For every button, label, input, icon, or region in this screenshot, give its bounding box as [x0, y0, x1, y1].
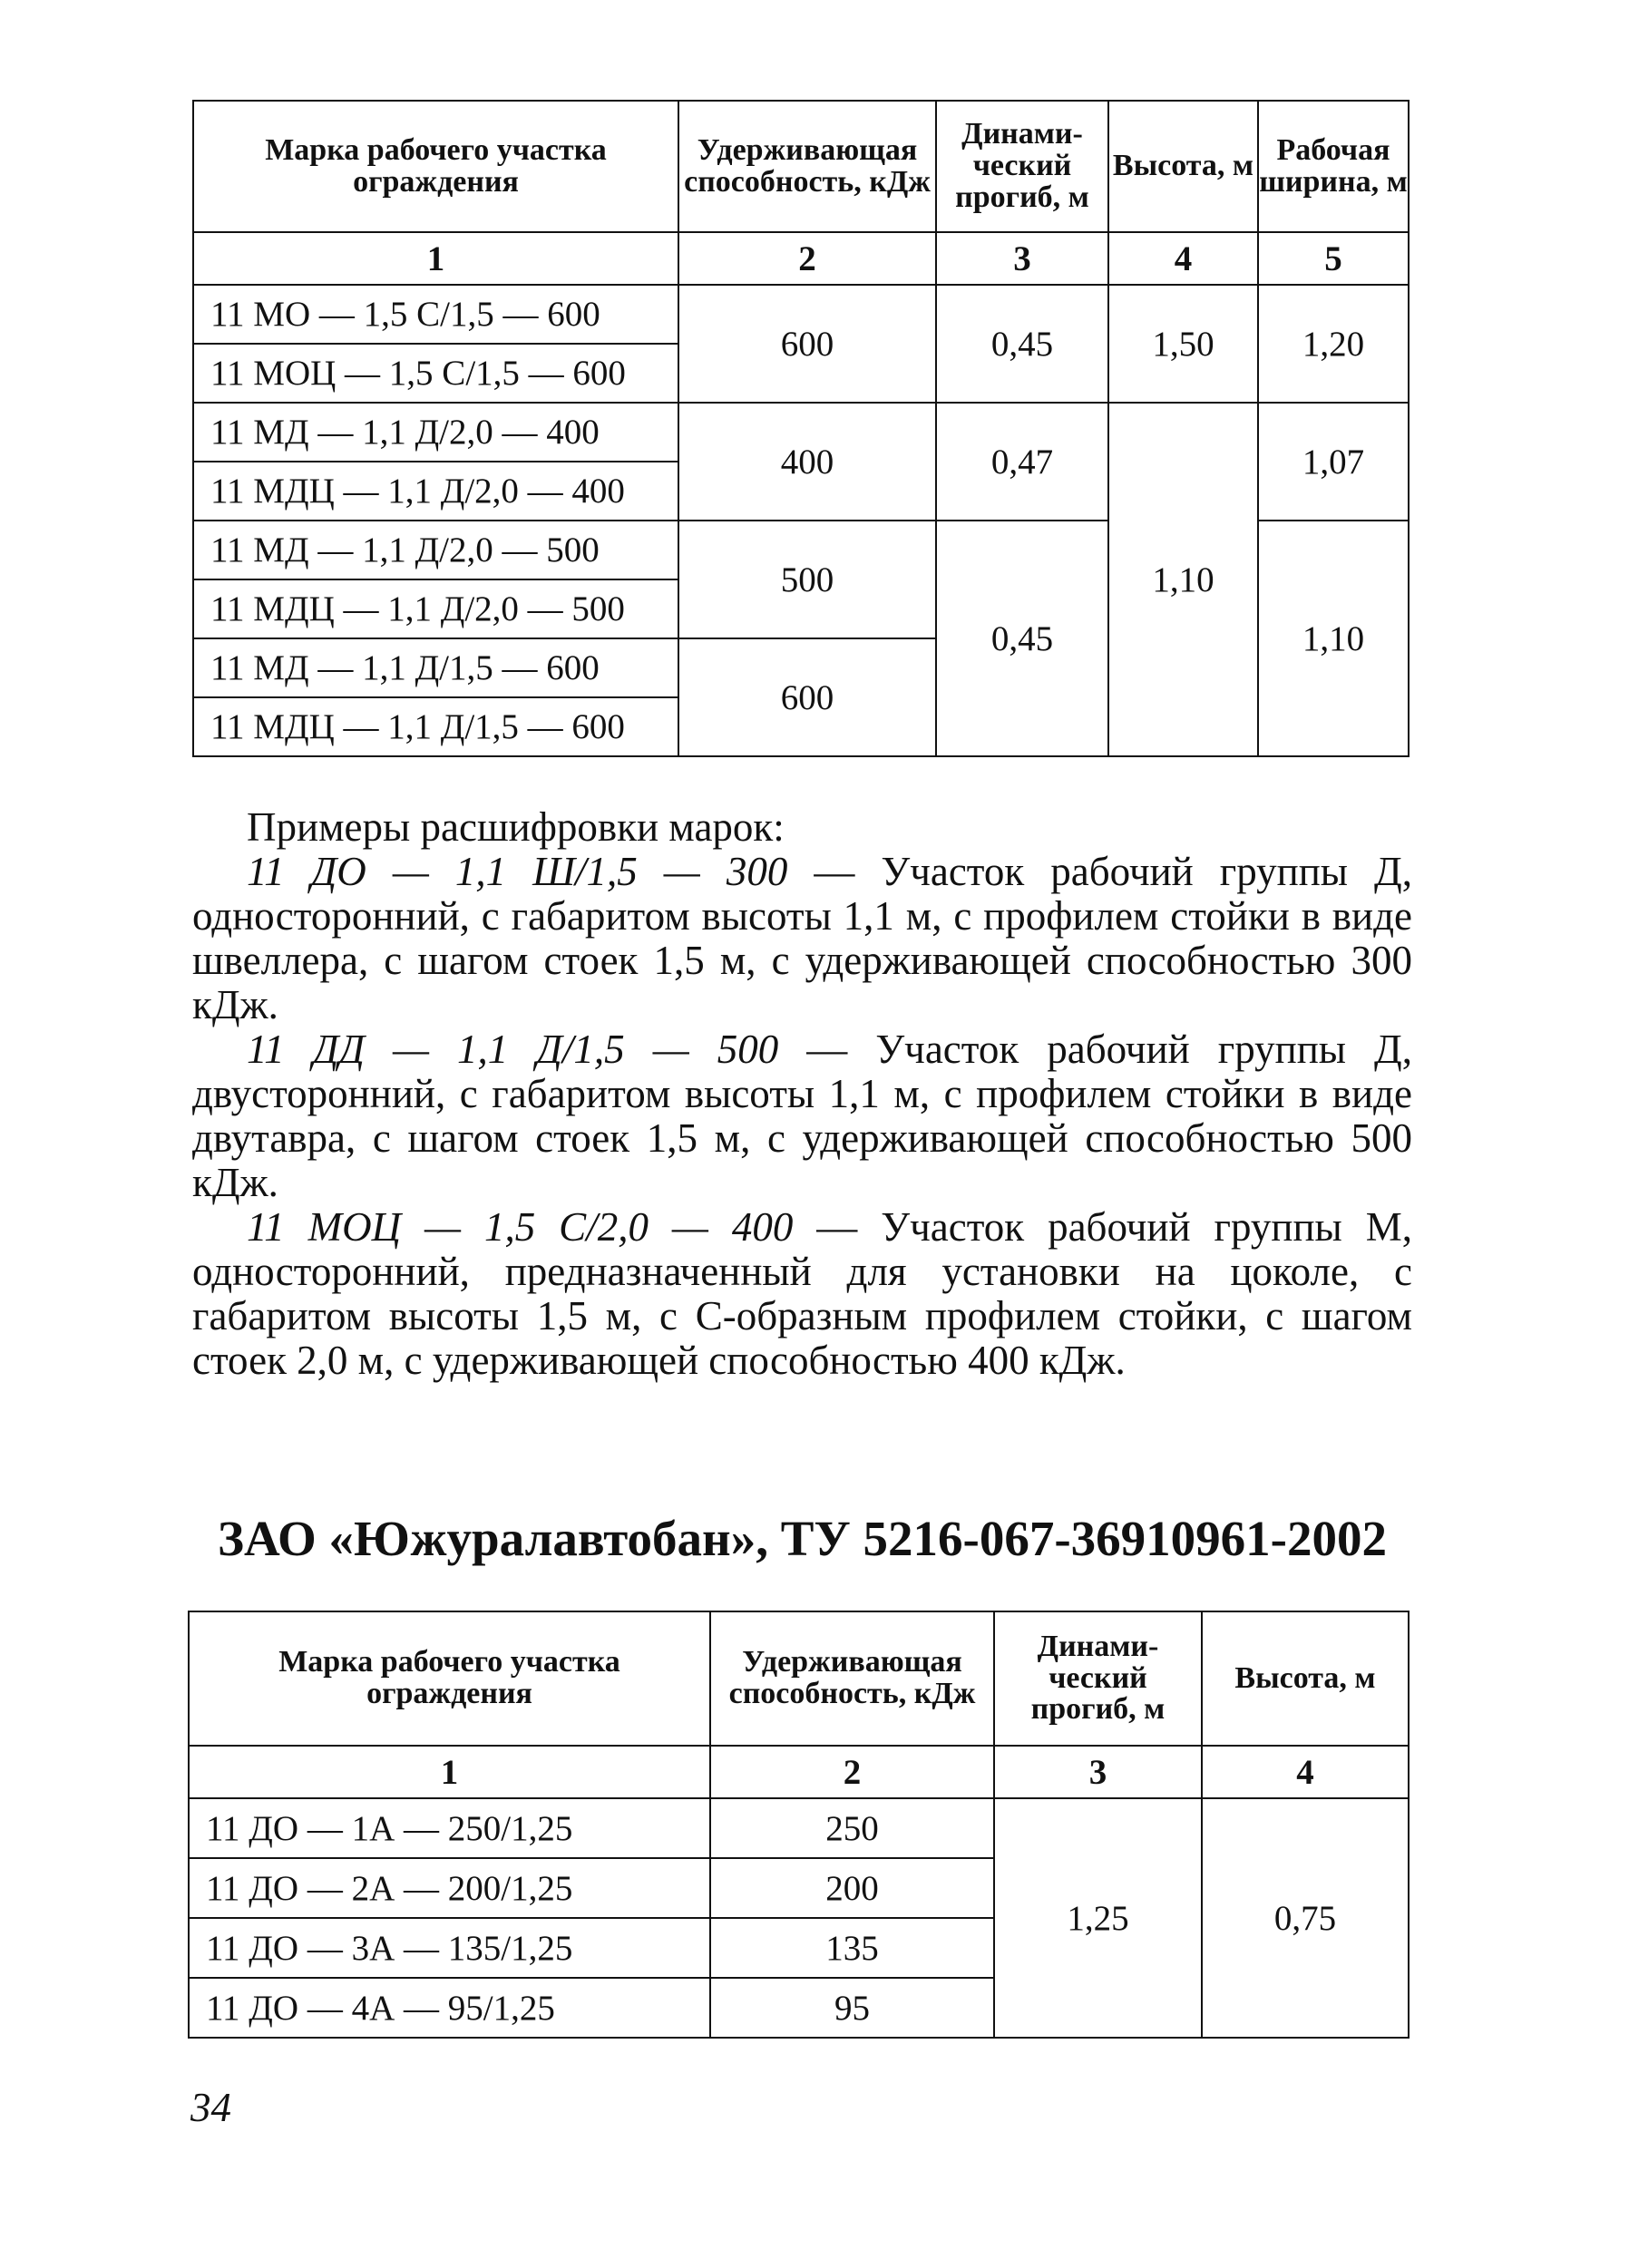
mark-cell: 11 МДЦ — 1,1 Д/1,5 — 600 — [193, 697, 678, 756]
mark-cell: 11 ДО — 3А — 135/1,25 — [189, 1918, 710, 1978]
height-cell: 1,10 — [1108, 403, 1258, 756]
header-height: Высота, м — [1202, 1611, 1409, 1746]
deflection-cell: 0,45 — [936, 285, 1108, 403]
height-cell: 1,50 — [1108, 285, 1258, 403]
col-number: 5 — [1258, 232, 1409, 285]
col-number: 2 — [710, 1746, 994, 1798]
mark-cell: 11 ДО — 2А — 200/1,25 — [189, 1858, 710, 1918]
header-deflection: Динами-ческий прогиб, м — [936, 101, 1108, 232]
header-capacity: Удерживающая способность, кДж — [710, 1611, 994, 1746]
header-mark: Марка рабочего участка ограждения — [189, 1611, 710, 1746]
capacity-cell: 95 — [710, 1978, 994, 2038]
col-number: 4 — [1108, 232, 1258, 285]
width-cell: 1,10 — [1258, 521, 1409, 756]
capacity-cell: 600 — [678, 638, 936, 756]
mark-cell: 11 МД — 1,1 Д/2,0 — 400 — [193, 403, 678, 462]
example-item — [192, 1205, 1412, 1383]
width-cell: 1,20 — [1258, 285, 1409, 403]
col-number: 2 — [678, 232, 936, 285]
col-number: 1 — [189, 1746, 710, 1798]
header-height: Высота, м — [1108, 101, 1258, 232]
table-1 — [192, 100, 1410, 757]
capacity-cell: 600 — [678, 285, 936, 403]
width-cell: 1,07 — [1258, 403, 1409, 521]
mark-cell: 11 МД — 1,1 Д/2,0 — 500 — [193, 521, 678, 579]
height-cell: 0,75 — [1202, 1798, 1409, 2038]
mark-cell: 11 МДЦ — 1,1 Д/2,0 — 500 — [193, 579, 678, 638]
capacity-cell: 250 — [710, 1798, 994, 1858]
section-title: ЗАО «Южуралавтобан», ТУ 5216-067-36910961-2002 — [217, 1511, 1387, 1566]
table-2 — [188, 1611, 1410, 2039]
examples-heading: Примеры расшифровки марок: — [247, 804, 785, 850]
header-mark: Марка рабочего участка ограждения — [193, 101, 678, 232]
examples-block — [192, 805, 1412, 1383]
mark-cell: 11 ДО — 1А — 250/1,25 — [189, 1798, 710, 1858]
capacity-cell: 400 — [678, 403, 936, 521]
deflection-cell: 1,25 — [994, 1798, 1202, 2038]
header-width: Рабочая ширина, м — [1258, 101, 1409, 232]
header-capacity: Удерживающая способность, кДж — [678, 101, 936, 232]
example-item — [192, 1027, 1412, 1205]
mark-cell: 11 МО — 1,5 С/1,5 — 600 — [193, 285, 678, 344]
col-number: 1 — [193, 232, 678, 285]
capacity-cell: 200 — [710, 1858, 994, 1918]
example-text: — Участок рабочий группы Д, двусторонний, с габаритом высоты 1,1 м, с профилем стойки в виде двутавра, с шагом стоек 1,5 м, с удерживающей способностью 500 кДж. — [192, 1027, 1412, 1205]
example-code: 11 ДО — 1,1 Ш/1,5 — 300 — [247, 849, 788, 894]
header-deflection: Динами-ческий прогиб, м — [994, 1611, 1202, 1746]
col-number: 3 — [936, 232, 1108, 285]
example-text: — Участок рабочий группы Д, односторонний, с габаритом высоты 1,1 м, с профилем стойки в виде швеллера, с шагом стоек 1,5 м, с удерживающей способностью 300 кДж. — [192, 849, 1412, 1027]
capacity-cell: 500 — [678, 521, 936, 638]
example-text: — Участок рабочий группы М, односторонний, предназначенный для установки на цоколе, с габаритом высоты 1,5 м, с С-образным профилем стойки, с шагом стоек 2,0 м, с удерживающей способностью 400 кДж. — [192, 1204, 1412, 1383]
example-item — [192, 850, 1412, 1027]
mark-cell: 11 МД — 1,1 Д/1,5 — 600 — [193, 638, 678, 697]
example-code: 11 ДД — 1,1 Д/1,5 — 500 — [247, 1027, 779, 1072]
col-number: 4 — [1202, 1746, 1409, 1798]
deflection-cell: 0,45 — [936, 521, 1108, 756]
mark-cell: 11 ДО — 4А — 95/1,25 — [189, 1978, 710, 2038]
capacity-cell: 135 — [710, 1918, 994, 1978]
mark-cell: 11 МДЦ — 1,1 Д/2,0 — 400 — [193, 462, 678, 521]
deflection-cell: 0,47 — [936, 403, 1108, 521]
example-code: 11 МОЦ — 1,5 С/2,0 — 400 — [247, 1204, 794, 1250]
page-number: 34 — [190, 2085, 231, 2130]
mark-cell: 11 МОЦ — 1,5 С/1,5 — 600 — [193, 344, 678, 403]
col-number: 3 — [994, 1746, 1202, 1798]
